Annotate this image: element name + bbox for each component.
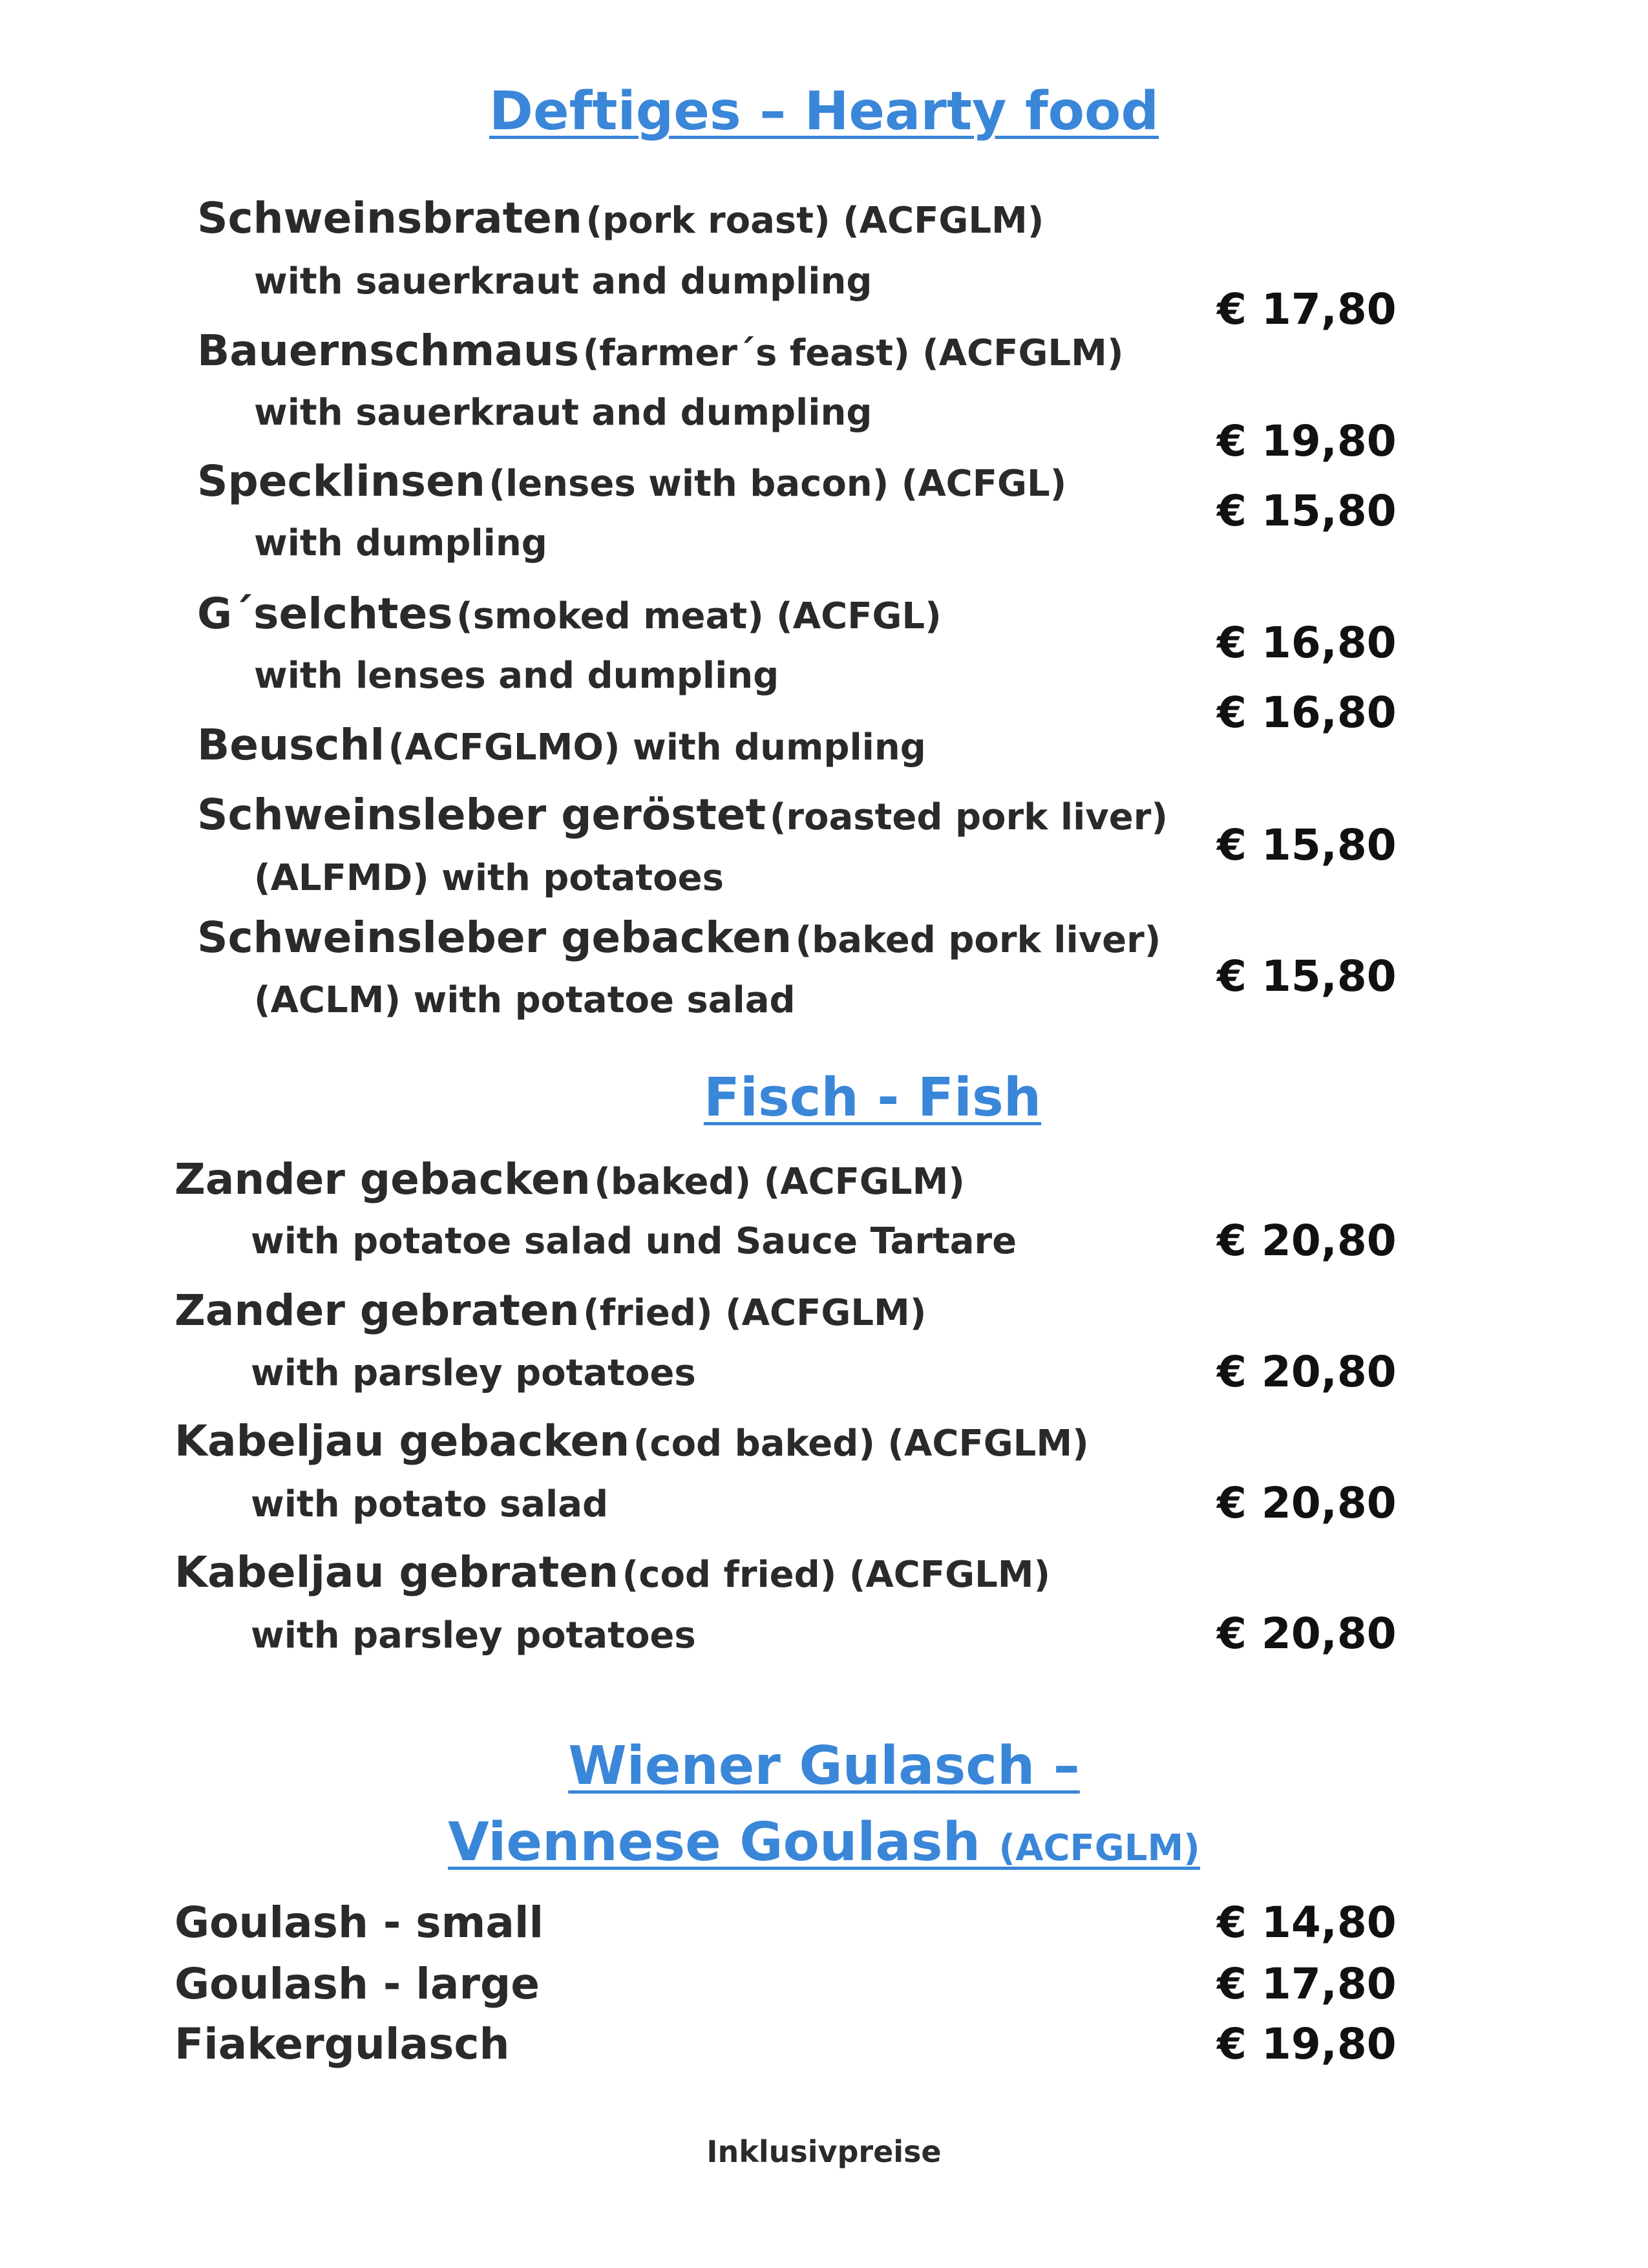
menu-item-sub: with parsley potatoes <box>251 1352 696 1394</box>
menu-item-zander-gebraten: Zander gebraten (fried) (ACFGLM) <box>174 1286 927 1335</box>
menu-item-sub: with potato salad <box>251 1483 609 1525</box>
price: € 20,80 <box>1217 1216 1397 1266</box>
menu-item-specklinsen: Specklinsen (lenses with bacon) (ACFGL) <box>197 456 1067 506</box>
menu-item-sub: with parsley potatoes <box>251 1615 696 1657</box>
menu-item-sub: with lenses and dumpling <box>254 655 779 697</box>
menu-item-beuschl: Beuschl (ACFGLMO) with dumpling <box>197 720 926 770</box>
price: € 19,80 <box>1217 2019 1397 2069</box>
section-title-goulash-line2: Viennese Goulash (ACFGLM) <box>448 1812 1200 1873</box>
menu-item-zander-gebacken: Zander gebacken (baked) (ACFGLM) <box>174 1154 965 1204</box>
price: € 17,80 <box>1217 284 1397 334</box>
menu-item-sub: with potatoe salad und Sauce Tartare <box>251 1220 1017 1262</box>
menu-item-schweinsleber-gebacken: Schweinsleber gebacken (baked pork liver) <box>197 913 1161 962</box>
menu-item-bauernschmaus: Bauernschmaus (farmer´s feast) (ACFGLM) <box>197 326 1124 376</box>
menu-item-goulash-large: Goulash - large <box>174 1959 540 2009</box>
price: € 16,80 <box>1217 688 1397 737</box>
price: € 19,80 <box>1217 416 1397 466</box>
menu-item-sub: with sauerkraut and dumpling <box>254 392 872 434</box>
menu-item-goulash-small: Goulash - small <box>174 1898 544 1947</box>
footer-note: Inklusivpreise <box>706 2134 942 2169</box>
menu-item-sub: (ACLM) with potatoe salad <box>254 979 796 1021</box>
price: € 15,80 <box>1217 951 1397 1001</box>
price: € 20,80 <box>1217 1478 1397 1528</box>
menu-item-gselchtes: G´selchtes (smoked meat) (ACFGL) <box>197 589 942 639</box>
menu-item-schweinsleber-geroestet: Schweinsleber geröstet (roasted pork liver) <box>197 790 1168 840</box>
section-title-goulash-line1: Wiener Gulasch – <box>568 1735 1080 1797</box>
section-title-fish: Fisch - Fish <box>703 1067 1042 1129</box>
price: € 20,80 <box>1217 1609 1397 1659</box>
section-title-hearty: Deftiges – Hearty food <box>489 81 1159 142</box>
menu-item-fiakergulasch: Fiakergulasch <box>174 2019 510 2069</box>
menu-item-sub: with sauerkraut and dumpling <box>254 260 872 302</box>
menu-item-kabeljau-gebraten: Kabeljau gebraten (cod fried) (ACFGLM) <box>174 1547 1051 1597</box>
price: € 16,80 <box>1217 618 1397 668</box>
price: € 14,80 <box>1217 1898 1397 1947</box>
menu-item-sub: (ALFMD) with potatoes <box>254 857 724 899</box>
price: € 15,80 <box>1217 486 1397 536</box>
price: € 15,80 <box>1217 820 1397 870</box>
price: € 17,80 <box>1217 1959 1397 2009</box>
menu-item-kabeljau-gebacken: Kabeljau gebacken (cod baked) (ACFGLM) <box>174 1416 1089 1466</box>
menu-item-schweinsbraten: Schweinsbraten (pork roast) (ACFGLM) <box>197 193 1044 243</box>
price: € 20,80 <box>1217 1347 1397 1397</box>
menu-item-sub: with dumpling <box>254 522 547 564</box>
